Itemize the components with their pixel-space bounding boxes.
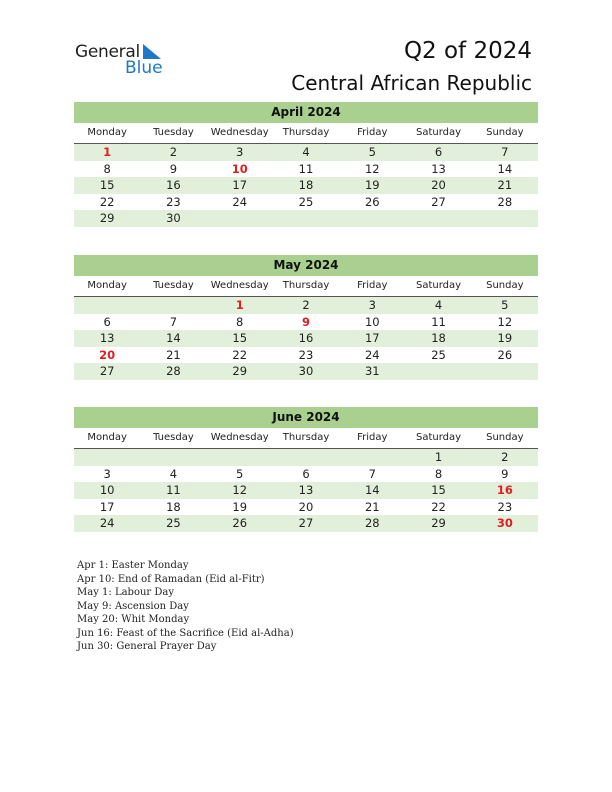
date-cell: 11 [298,161,314,176]
date-cell: 17 [364,331,380,345]
date-cell [207,449,273,466]
weekday-label: Thursday [282,127,330,138]
weekday-label: Thursday [282,280,330,291]
date-cell [472,363,538,380]
holiday-entry: May 20: Whit Monday [77,614,190,625]
date-cell [74,297,140,314]
holiday-entry: May 1: Labour Day [77,587,174,598]
weekday-label: Sunday [486,280,524,291]
date-cell: 26 [497,347,513,362]
date-cell: 5 [236,466,244,481]
date-cell: 7 [169,314,178,329]
date-cell: 27 [99,364,115,378]
date-cell [74,449,140,466]
date-cell: 16 [166,178,181,192]
date-cell: 4 [434,298,443,312]
date-cell: 2 [169,145,178,159]
date-cell: 29 [232,364,248,378]
date-cell: 2 [302,298,310,312]
date-cell: 12 [232,483,248,497]
date-cell: 7 [368,466,376,481]
calendar-month-june [74,407,538,532]
date-cell [140,449,206,466]
holiday-date-cell: 1 [103,145,112,159]
holiday-entry: Apr 10: End of Ramadan (Eid al-Fitr) [77,573,265,585]
date-cell: 25 [298,194,314,209]
week-row [74,177,538,194]
month-title: April 2024 [74,102,538,123]
date-cell: 6 [302,466,310,481]
date-cell: 11 [431,314,446,329]
date-cell: 13 [99,331,115,345]
date-cell: 15 [232,331,248,345]
month-title: June 2024 [74,407,538,428]
weekday-label: Tuesday [153,280,194,291]
week-row [74,161,538,178]
holiday-date-cell: 20 [99,347,116,362]
weekday-label: Friday [357,280,388,291]
week-row [74,347,538,364]
date-cell: 25 [166,516,181,530]
week-row [74,482,538,499]
holiday-date-cell: 30 [496,516,513,530]
date-cell: 3 [236,145,244,159]
date-cell: 18 [298,178,314,192]
date-cell: 31 [364,364,380,378]
date-cell: 19 [364,178,380,192]
holiday-date-cell: 9 [301,314,310,329]
date-cell: 28 [166,364,181,378]
date-cell: 21 [166,347,181,362]
date-cell [472,210,538,227]
date-cell: 11 [166,483,181,497]
weekday-label: Monday [87,280,127,291]
date-cell: 12 [364,161,380,176]
date-cell: 27 [298,516,314,530]
holiday-date-cell: 16 [496,483,513,497]
week-row [74,144,538,161]
holiday-date-cell: 10 [231,161,248,176]
date-cell: 23 [298,347,314,362]
weekday-label: Saturday [416,280,462,291]
weekday-label: Saturday [416,127,462,138]
date-cell [405,210,471,227]
date-cell: 15 [431,483,446,497]
weekday-label: Saturday [416,432,462,443]
date-cell: 13 [431,161,446,176]
date-cell: 8 [103,161,111,176]
holiday-entry: May 9: Ascension Day [77,600,189,612]
date-cell: 13 [298,483,314,497]
date-cell: 20 [431,178,446,192]
weekday-header-row [74,276,538,297]
week-row [74,515,538,532]
date-cell: 3 [368,298,376,312]
date-cell: 23 [497,499,513,514]
date-cell: 22 [232,347,248,362]
page-subtitle: Central African Republic [291,71,532,95]
date-cell: 30 [166,211,181,225]
date-cell: 6 [434,145,443,159]
weekday-label: Friday [357,127,388,138]
weekday-header-row [74,428,538,449]
date-cell: 26 [364,194,380,209]
date-cell: 12 [497,314,513,329]
calendar-month-april [74,102,538,227]
date-cell: 7 [501,145,509,159]
holiday-list [77,559,294,654]
date-cell: 10 [99,483,115,497]
week-row [74,449,538,466]
date-cell: 26 [232,516,248,530]
date-cell: 9 [501,466,509,481]
date-cell: 17 [232,178,248,192]
date-cell: 14 [364,483,380,497]
date-cell [273,210,339,227]
weekday-label: Sunday [486,127,524,138]
page-title: Q2 of 2024 [403,38,532,64]
date-cell: 10 [364,314,380,329]
week-row [74,330,538,347]
weekday-label: Wednesday [210,280,269,291]
holiday-entry: Jun 30: General Prayer Day [77,641,217,652]
date-cell: 1 [434,450,443,464]
date-cell: 24 [364,347,380,362]
weekday-label: Friday [357,432,388,443]
week-row [74,297,538,314]
date-cell: 21 [364,499,380,514]
date-cell: 29 [99,211,115,225]
date-cell: 22 [431,499,446,514]
week-row [74,194,538,211]
date-cell [339,210,405,227]
weekday-label: Tuesday [153,127,194,138]
date-cell: 3 [103,466,111,481]
date-cell [339,449,405,466]
date-cell: 4 [169,466,178,481]
logo-text-general: General [75,42,140,62]
date-cell [405,363,471,380]
date-cell: 4 [302,145,310,159]
week-row [74,314,538,331]
date-cell: 28 [497,194,513,209]
weekday-label: Monday [87,432,127,443]
date-cell: 8 [434,466,443,481]
date-cell: 6 [103,314,111,329]
date-cell: 15 [99,178,115,192]
date-cell [140,297,206,314]
date-cell: 30 [298,364,314,378]
date-cell: 18 [166,499,181,514]
holiday-date-cell: 1 [235,298,244,312]
date-cell: 16 [298,331,314,345]
date-cell: 22 [99,194,115,209]
weekday-label: Wednesday [210,432,269,443]
weekday-label: Thursday [282,432,330,443]
date-cell: 9 [169,161,178,176]
date-cell: 19 [497,331,513,345]
date-cell: 28 [364,516,380,530]
date-cell: 24 [99,516,115,530]
date-cell: 27 [431,194,446,209]
date-cell: 19 [232,499,248,514]
weekday-header-row [74,123,538,144]
holiday-entry: Apr 1: Easter Monday [77,560,189,571]
date-cell: 5 [501,298,509,312]
date-cell: 2 [501,450,509,464]
week-row [74,466,538,483]
date-cell: 23 [166,194,181,209]
week-row [74,499,538,516]
month-title: May 2024 [74,255,538,276]
holiday-entry: Jun 16: Feast of the Sacrifice (Eid al-Adha) [77,627,294,639]
logo-text-blue: Blue [125,58,163,78]
date-cell: 14 [166,331,181,345]
date-cell: 8 [236,314,244,329]
date-cell: 18 [431,331,446,345]
week-row [74,363,538,380]
date-cell [273,449,339,466]
calendar-month-may [74,255,538,380]
date-cell: 25 [431,347,446,362]
date-cell: 20 [298,499,314,514]
date-cell: 21 [497,178,513,192]
weekday-label: Monday [87,127,127,138]
date-cell: 17 [99,499,115,514]
date-cell: 5 [368,145,376,159]
date-cell: 24 [232,194,248,209]
weekday-label: Sunday [486,432,524,443]
week-row [74,210,538,227]
brand-logo [75,42,175,78]
date-cell: 29 [431,516,446,530]
date-cell: 14 [497,161,513,176]
date-cell [207,210,273,227]
weekday-label: Tuesday [153,432,194,443]
weekday-label: Wednesday [210,127,269,138]
